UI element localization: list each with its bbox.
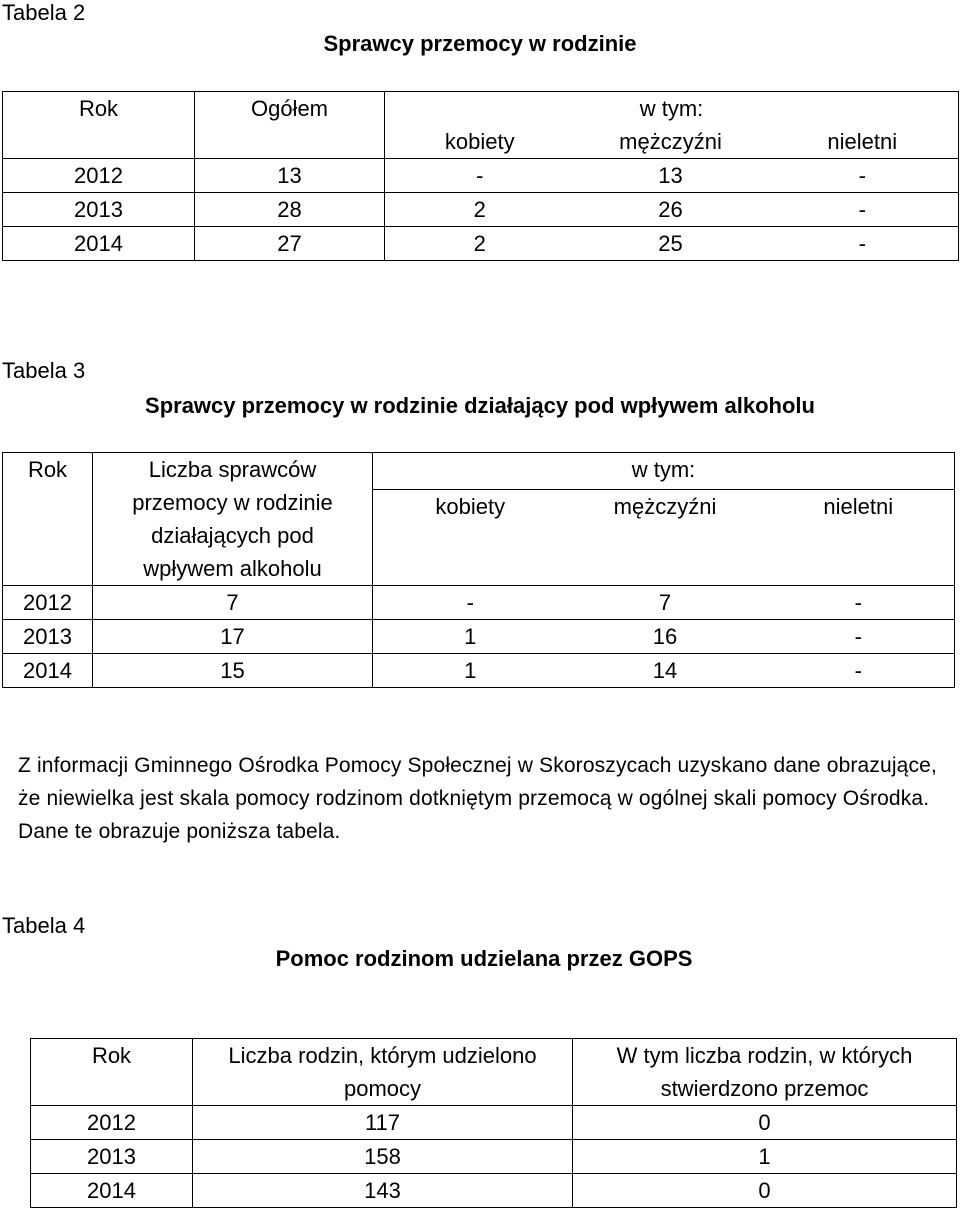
- table-cell: 2012: [31, 1106, 193, 1140]
- table-row: [31, 1174, 957, 1208]
- table2-header-nieletni: nieletni: [767, 125, 959, 159]
- table-cell: 2013: [3, 193, 195, 227]
- table4-header-w-tym: W tym liczba rodzin, w których stwierdzono przemoc: [573, 1039, 957, 1106]
- table-cell: 1: [373, 620, 568, 654]
- table-row: [31, 1140, 957, 1174]
- table-cell: -: [373, 586, 568, 620]
- table3-header-rok: Rok: [3, 453, 93, 586]
- table-cell: 7: [568, 586, 763, 620]
- table-cell: 2013: [3, 620, 93, 654]
- table3: [2, 452, 955, 688]
- table3-caption: Tabela 3: [2, 358, 86, 383]
- table4: [30, 1038, 957, 1208]
- table3-header-nieletni: nieletni: [763, 490, 955, 586]
- table-cell: -: [763, 654, 955, 688]
- table-cell: 143: [193, 1174, 573, 1208]
- table-row: [3, 654, 955, 688]
- table-cell: -: [763, 586, 955, 620]
- table-cell: 27: [195, 227, 385, 261]
- table4-caption: Tabela 4: [2, 913, 86, 938]
- table-row: [3, 620, 955, 654]
- table2-subheader-row: [3, 125, 959, 159]
- table-cell: 2014: [3, 654, 93, 688]
- table-cell: 0: [573, 1174, 957, 1208]
- table-cell: 15: [93, 654, 373, 688]
- table2-caption: Tabela 2: [2, 0, 86, 25]
- table2-header-kobiety: kobiety: [385, 125, 575, 159]
- table-cell: 2012: [3, 586, 93, 620]
- table-cell: 2013: [31, 1140, 193, 1174]
- table-cell: -: [763, 620, 955, 654]
- table4-header-liczba: Liczba rodzin, którym udzielono pomocy: [193, 1039, 573, 1106]
- table2-header-row: [3, 92, 959, 126]
- body-paragraph: Z informacji Gminnego Ośrodka Pomocy Społecznej w Skoroszycach uzyskano dane obrazujące, że niewielka jest skala pomocy rodzinom dotkniętym przemocą w ogólnej skali pomocy Ośrodka. Dane te obrazuje poniższa tabela.: [18, 754, 937, 843]
- table-cell: -: [767, 227, 959, 261]
- table-cell: 2: [385, 193, 575, 227]
- table-cell: 14: [568, 654, 763, 688]
- table-row: [3, 227, 959, 261]
- table-cell: 13: [575, 159, 767, 193]
- table4-header-row: [31, 1039, 957, 1106]
- table-row: [3, 193, 959, 227]
- table-cell: 25: [575, 227, 767, 261]
- table-cell: 17: [93, 620, 373, 654]
- table3-header-liczba: Liczba sprawców przemocy w rodzinie działających pod wpływem alkoholu: [93, 453, 373, 586]
- table3-header-kobiety: kobiety: [373, 490, 568, 586]
- table-cell: 7: [93, 586, 373, 620]
- table-cell: 26: [575, 193, 767, 227]
- table2-title: Sprawcy przemocy w rodzinie: [323, 31, 637, 56]
- table2-header-mezczyzni: mężczyźni: [575, 125, 767, 159]
- table4-header-rok: Rok: [31, 1039, 193, 1106]
- table3-header-w-tym: w tym:: [373, 453, 955, 490]
- table-cell: -: [385, 159, 575, 193]
- table2: [2, 91, 959, 261]
- table-cell: 2014: [31, 1174, 193, 1208]
- table4-title: Pomoc rodzinom udzielana przez GOPS: [275, 946, 693, 971]
- table-cell: 16: [568, 620, 763, 654]
- table3-header-row: [3, 453, 955, 490]
- table2-header-w-tym: w tym:: [385, 92, 959, 126]
- table2-header-ogolem: Ogółem: [195, 92, 385, 126]
- table3-header-mezczyzni: mężczyźni: [568, 490, 763, 586]
- table-row: [31, 1106, 957, 1140]
- table-cell: 28: [195, 193, 385, 227]
- table-cell: 13: [195, 159, 385, 193]
- table3-title: Sprawcy przemocy w rodzinie działający pod wpływem alkoholu: [145, 393, 815, 418]
- table-cell: 0: [573, 1106, 957, 1140]
- table-cell: 2012: [3, 159, 195, 193]
- table-cell: 2014: [3, 227, 195, 261]
- table-row: [3, 159, 959, 193]
- table-row: [3, 586, 955, 620]
- table-cell: 1: [373, 654, 568, 688]
- table-cell: 158: [193, 1140, 573, 1174]
- table-cell: 117: [193, 1106, 573, 1140]
- table-cell: -: [767, 159, 959, 193]
- table2-header-rok: Rok: [3, 92, 195, 126]
- table-cell: -: [767, 193, 959, 227]
- table-cell: 2: [385, 227, 575, 261]
- table-cell: 1: [573, 1140, 957, 1174]
